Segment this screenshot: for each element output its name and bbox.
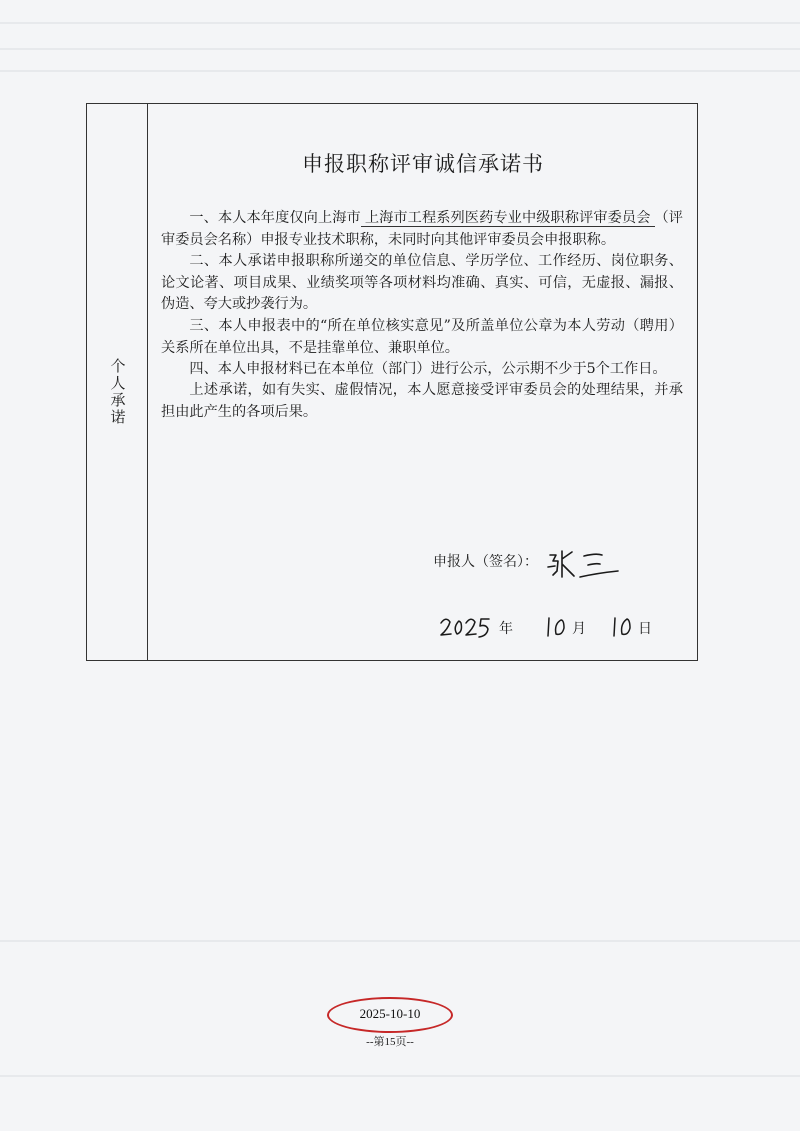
pledge-paragraph-4: 四、本人申报材料已在本单位（部门）进行公示，公示期不少于5个工作日。 <box>189 361 667 377</box>
pledge-form-table <box>86 103 698 661</box>
paragraph-1-suffix: （评审委员会名称）申报专业技术职称，未同时向其他评审委员会申报职称。 <box>161 210 683 248</box>
date-row <box>439 614 679 644</box>
scan-artifact <box>0 22 800 24</box>
pledge-content <box>149 104 697 660</box>
day-unit: 日 <box>638 621 652 637</box>
signature-label: 申报人（签名）： <box>433 554 538 570</box>
stamp-date: 2025-10-10 <box>359 1006 421 1021</box>
handwritten-year <box>439 614 497 640</box>
side-label: 个人承诺 <box>110 357 126 426</box>
scan-artifact <box>0 940 800 942</box>
scan-artifact <box>0 70 800 72</box>
handwritten-signature <box>544 547 624 583</box>
handwritten-day <box>609 614 635 640</box>
pledge-paragraph-5: 上述承诺，如有失实、虚假情况，本人愿意接受评审委员会的处理结果，并承担由此产生的各项后果。 <box>161 382 683 420</box>
pledge-paragraph-2: 二、本人承诺申报职称所递交的单位信息、学历学位、工作经历、岗位职务、论文论著、项目成果、业绩奖项等各项材料均准确、真实、可信，无虚报、漏报、伪造、夸大或抄袭行为。 <box>161 253 683 312</box>
page-number: --第15页-- <box>366 1036 414 1048</box>
month-unit: 月 <box>572 621 586 637</box>
year-unit: 年 <box>499 621 513 637</box>
pledge-paragraph-1 <box>161 208 683 251</box>
handwritten-month <box>543 614 569 640</box>
paragraph-1-prefix: 一、本人本年度仅向上海市 <box>189 210 361 226</box>
scan-artifact <box>0 1075 800 1077</box>
document-title: 申报职称评审诚信承诺书 <box>302 152 544 176</box>
pledge-paragraph-3: 三、本人申报表中的“所在单位核实意见”及所盖单位公章为本人劳动（聘用）关系所在单位出具，不是挂靠单位、兼职单位。 <box>161 318 683 356</box>
scan-artifact <box>0 48 800 50</box>
committee-name: 上海市工程系列医药专业中级职称评审委员会 <box>361 210 655 227</box>
label-column <box>87 104 148 660</box>
